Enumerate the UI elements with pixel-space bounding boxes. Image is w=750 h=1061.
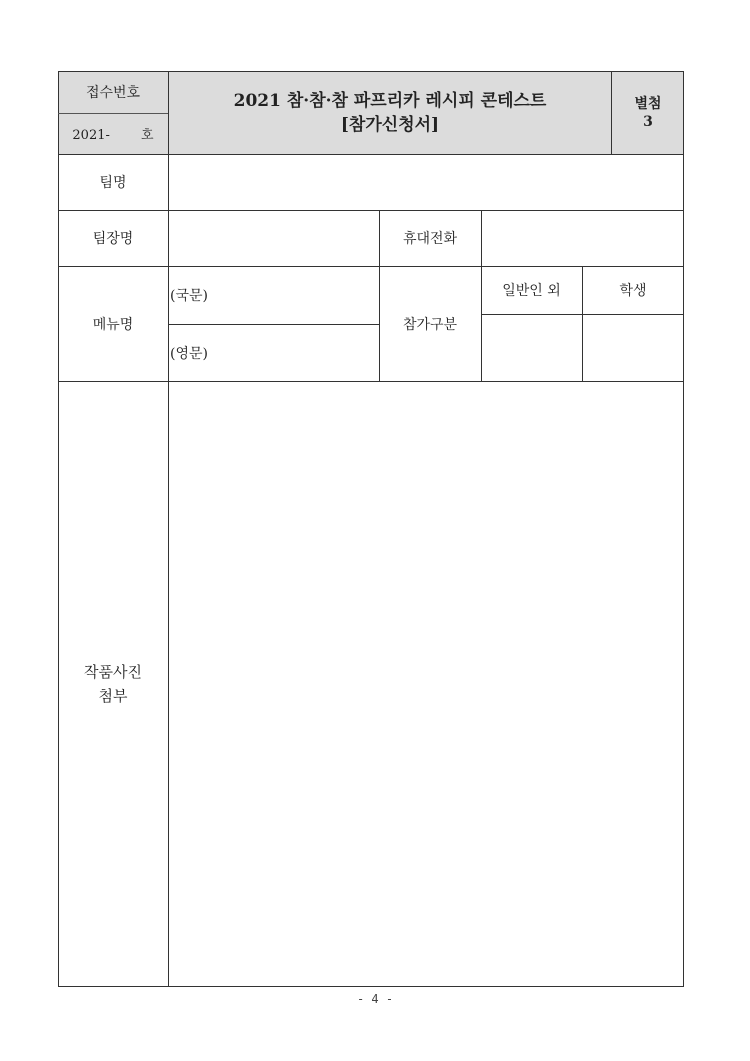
category-student-label: 학생 [619,283,647,299]
divider [58,266,684,267]
category-general-label: 일반인 외 [502,283,561,299]
divider [611,71,612,154]
phone-label: 휴대전화 [402,231,458,247]
page-number: - 4 - [356,992,394,1006]
divider [58,113,168,114]
menu-name-label: 메뉴명 [92,316,134,333]
phone-field[interactable] [481,210,684,266]
menu-korean-field[interactable]: (국문) [170,288,208,304]
leader-name-label: 팀장명 [92,231,134,247]
category-label: 참가구분 [402,316,458,333]
border-right [683,71,684,987]
photo-label-line2: 첨부 [98,687,128,705]
leader-name-field[interactable] [168,210,379,266]
divider [379,210,380,381]
annex-number: 3 [643,113,653,130]
photo-attachment-area[interactable] [168,381,684,987]
form-title-line1: 2021 참·참·참 파프리카 레시피 콘테스트 [233,90,547,111]
application-form [58,71,684,987]
annex [612,71,684,154]
category-general-check[interactable] [481,314,582,381]
category-student-check[interactable] [582,314,684,381]
form-title-line2: [참가신청서] [340,114,440,135]
form-title [168,71,612,154]
border-bottom [58,986,684,987]
team-name-field[interactable] [168,154,684,210]
team-name-label: 팀명 [99,175,127,191]
divider [168,324,379,325]
photo-label [58,381,168,987]
divider [481,210,482,381]
divider [58,210,684,211]
menu-english-field[interactable]: (영문) [170,345,208,362]
annex-label: 별첨 [634,95,662,112]
divider [582,266,583,381]
receipt-number: 2021- 호 [72,128,154,143]
receipt-label: 접수번호 [85,85,141,101]
photo-label-line1: 작품사진 [84,663,142,681]
divider [58,381,684,382]
divider [168,71,169,987]
border-top [58,71,684,72]
divider [58,154,684,155]
border-left [58,71,59,987]
